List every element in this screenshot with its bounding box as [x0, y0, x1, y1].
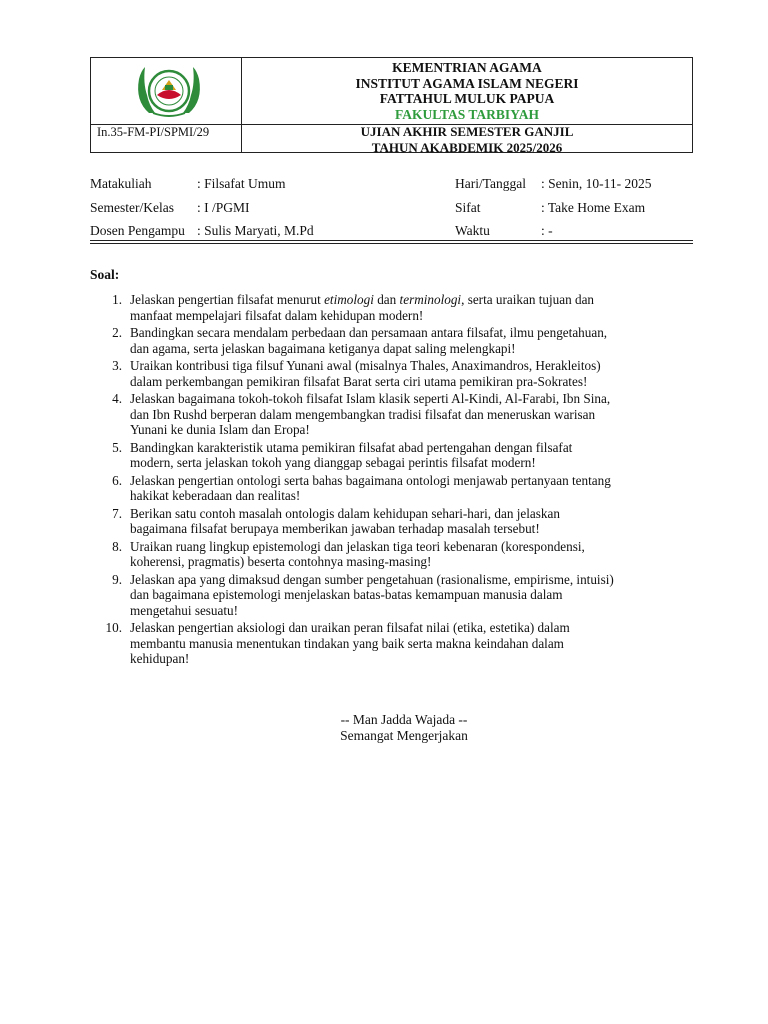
question-number: 6.: [112, 472, 122, 488]
question-number: 2.: [112, 325, 122, 340]
sifat-value: : Take Home Exam: [541, 200, 646, 215]
exam-title: [242, 124, 692, 155]
question-line: Bandingkan karakteristik utama pemikiran filsafat abad pertengahan dengan filsafat: [130, 439, 573, 455]
ministry-name: KEMENTRIAN AGAMA: [392, 60, 542, 75]
matakuliah-label: Matakuliah: [90, 176, 152, 191]
question-line: Jelaskan bagaimana tokoh-tokoh filsafat Islam klasik seperti Al-Kindi, Al-Farabi, Ibn Sina,: [130, 391, 611, 406]
question-item: [90, 473, 677, 504]
matakuliah-value: : Filsafat Umum: [197, 176, 286, 191]
question-item: [90, 440, 677, 471]
closing-motto: -- Man Jadda Wajada --: [340, 712, 468, 727]
exam-title-line-1: UJIAN AKHIR SEMESTER GANJIL: [360, 124, 574, 139]
question-line: Uraikan ruang lingkup epistemologi dan jelaskan tiga teori kebenaran (korespondensi,: [130, 538, 585, 554]
institute-name: INSTITUT AGAMA ISLAM NEGERI: [355, 75, 579, 91]
question-number: 7.: [112, 505, 122, 521]
question-line: dan agama, serta jelaskan bagaimana ketiganya dapat saling melengkapi!: [130, 340, 516, 356]
question-line: Jelaskan pengertian aksiologi dan uraikan peran filsafat nilai (etika, estetika) dalam: [130, 620, 570, 635]
soal-heading: Soal:: [90, 267, 120, 282]
question-number: 9.: [112, 571, 122, 587]
institution-logo-icon: [131, 63, 207, 119]
question-number: 1.: [112, 292, 122, 307]
question-line: Jelaskan pengertian filsafat menurut etimologi dan terminologi, serta uraikan tujuan dan: [130, 292, 595, 307]
header-box: [90, 57, 693, 153]
question-line: Bandingkan secara mendalam perbedaan dan persamaan antara filsafat, ilmu pengetahuan,: [130, 325, 608, 340]
question-number: 5.: [112, 439, 122, 455]
question-item: [90, 391, 677, 438]
question-line: mengetahui sesuatu!: [130, 602, 239, 618]
question-line: koherensi, pragmatis) beserta contohnya masing-masing!: [130, 554, 432, 569]
hari-label: Hari/Tanggal: [455, 176, 527, 191]
question-line: Berikan satu contoh masalah ontologis dalam kehidupan sehari-hari, dan jelaskan: [130, 505, 560, 521]
closing-encouragement: Semangat Mengerjakan: [340, 728, 468, 743]
question-number: 10.: [105, 620, 122, 635]
question-line: Uraikan kontribusi tiga filsuf Yunani awal (misalnya Thales, Anaximandros, Herakleitos): [130, 358, 601, 373]
question-line: dan bagaimana epistemologi menjelaskan batas-batas kemampuan manusia dalam: [130, 587, 563, 602]
question-list: [90, 292, 677, 669]
question-line: Yunani ke dunia Islam dan Eropa!: [130, 422, 310, 437]
question-line: manfaat mempelajari filsafat dalam kehidupan modern!: [130, 307, 424, 323]
question-line: Jelaskan pengertian ontologi serta bahas bagaimana ontologi menjawab pertanyaan tentang: [130, 472, 611, 488]
info-rule-top: [90, 240, 693, 241]
dosen-label: Dosen Pengampu: [90, 223, 185, 238]
question-line: dalam perkembangan pemikiran filsafat Barat serta ciri utama pemikiran pra-Sokrates!: [130, 373, 588, 389]
institute-location: FATTAHUL MULUK PAPUA: [379, 91, 555, 106]
semester-label: Semester/Kelas: [90, 200, 174, 215]
question-number: 4.: [112, 391, 122, 406]
question-item: [90, 325, 677, 356]
dosen-value: : Sulis Maryati, M.Pd: [197, 223, 314, 238]
question-line: dan Ibn Rushd berperan dalam mengembangkan tradisi filsafat dan meneruskan warisan: [130, 406, 596, 422]
question-item: [90, 292, 677, 323]
form-code: In.35-FM-PI/SPMI/29: [97, 125, 210, 139]
question-number: 8.: [112, 538, 122, 554]
semester-value: : I /PGMI: [197, 200, 250, 215]
waktu-value: : -: [541, 223, 553, 238]
question-item: [90, 539, 677, 570]
hari-value: : Senin, 10-11- 2025: [541, 176, 652, 191]
question-line: Jelaskan apa yang dimaksud dengan sumber pengetahuan (rasionalisme, empirisme, intuisi): [130, 571, 614, 587]
waktu-label: Waktu: [455, 223, 490, 238]
question-item: [90, 506, 677, 537]
question-line: modern, serta jelaskan tokoh yang dianggap sebagai perintis filsafat modern!: [130, 455, 536, 470]
question-line: membantu manusia menentukan tindakan yang baik serta makna keindahan dalam: [130, 635, 564, 651]
question-line: kehidupan!: [130, 651, 190, 666]
institution-heading: [242, 60, 692, 122]
question-item: [90, 620, 677, 667]
sifat-label: Sifat: [455, 200, 481, 215]
info-rule-bottom: [90, 243, 693, 244]
question-line: hakikat keberadaan dan realitas!: [130, 488, 301, 503]
question-number: 3.: [112, 358, 122, 373]
question-line: bagaimana filsafat berupaya memberikan jawaban terhadap masalah tersebut!: [130, 521, 540, 536]
faculty-name: FAKULTAS TARBIYAH: [395, 106, 539, 122]
exam-title-line-2: TAHUN AKABDEMIK 2025/2026: [371, 139, 563, 155]
question-item: [90, 572, 677, 619]
question-item: [90, 358, 677, 389]
